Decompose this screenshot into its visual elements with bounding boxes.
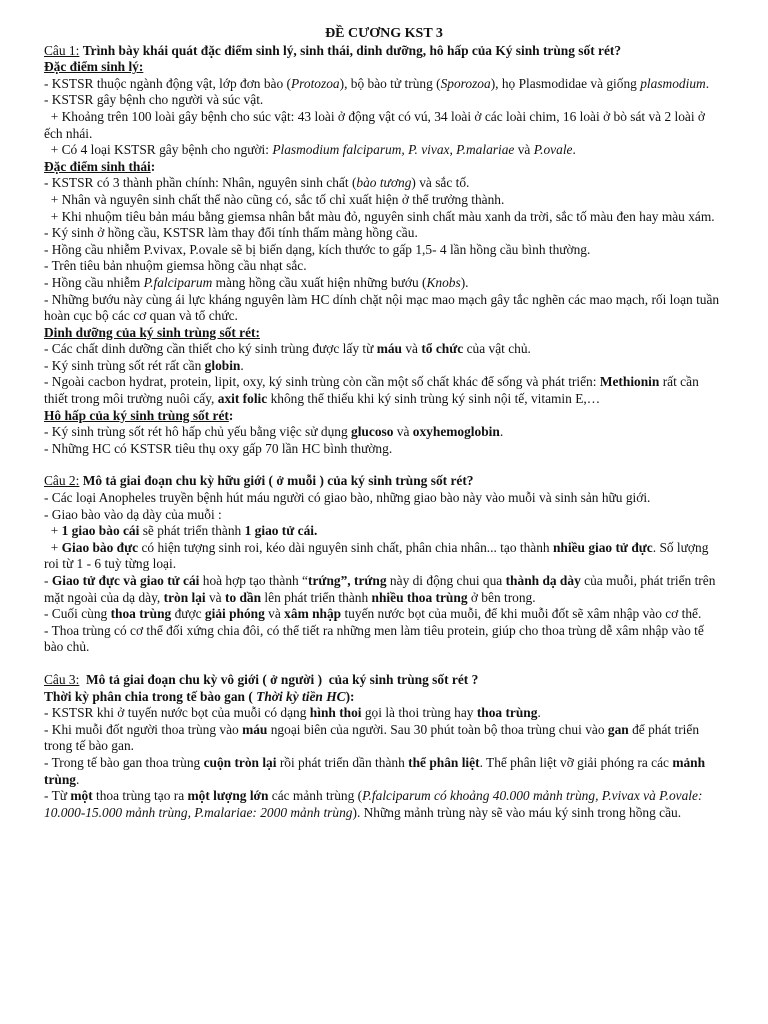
text-line: Thời kỳ phân chia trong tế bào gan ( Thời kỳ tiền HC): — [44, 688, 355, 704]
text-line: Đặc điểm sinh thái: — [44, 158, 156, 174]
text-line: - Hồng cầu nhiễm P.falciparum màng hồng cầu xuất hiện những bướu (Knobs). — [44, 274, 469, 290]
text-line: - Trong tế bào gan thoa trùng cuộn tròn lại rồi phát triển dần thành thể phân liệt. Thể phân liệt vỡ giải phóng ra các mảnh trùng. — [44, 754, 706, 787]
text-line: - Cuối cùng thoa trùng được giải phóng và xâm nhập tuyến nước bọt của muỗi, để khi muỗi đốt sẽ xâm nhập vào cơ thể. — [44, 606, 702, 622]
text-line: Câu 2: Mô tả giai đoạn chu kỳ hữu giới ( ở muỗi ) của ký sinh trùng sốt rét? — [44, 473, 474, 489]
text-line: + Giao bào đực có hiện tượng sinh roi, kéo dài nguyên sinh chất, phân chia nhân... tạo thành nhiều giao tử đực. Số lượng roi từ 1 - 6 tuỳ từng loại. — [44, 539, 709, 572]
text-line: Câu 3: Mô tả giai đoạn chu kỳ vô giới ( ở người ) của ký sinh trùng sốt rét ? — [44, 671, 479, 687]
text-line: + Có 4 loại KSTSR gây bệnh cho người: Plasmodium falciparum, P. vivax, P.malariae và P.ovale. — [44, 142, 576, 158]
paragraph-gap — [44, 656, 724, 672]
paragraph-gap — [44, 457, 724, 473]
text-line: - Hồng cầu nhiễm P.vivax, P.ovale sẽ bị biến dạng, kích thước to gấp 1,5- 4 lần hồng cầu bình thường. — [44, 241, 591, 257]
text-line: - Trên tiêu bản nhuộm giemsa hồng cầu nhạt sắc. — [44, 258, 307, 274]
text-line: - KSTSR có 3 thành phần chính: Nhân, nguyên sinh chất (bào tương) và sắc tố. — [44, 175, 470, 191]
text-line: - Những HC có KSTSR tiêu thụ oxy gấp 70 lần HC bình thường. — [44, 440, 393, 456]
text-line: Dinh dưỡng của ký sinh trùng sốt rét: — [44, 324, 260, 340]
text-line: Câu 1: Trình bày khái quát đặc điểm sinh lý, sinh thái, dinh dưỡng, hô hấp của Ký sinh trùng sốt rét? — [44, 42, 622, 58]
text-line: - Ngoài cacbon hydrat, protein, lipit, oxy, ký sinh trùng còn cần một số chất khác để sống và phát triển: Methionin rất cần thiết trong môi trường nuôi cấy, axit folic không thể thiếu khi ký sinh trùng ký sinh nội tế, vitamin E,… — [44, 374, 699, 407]
text-line: Đặc điểm sinh lý: — [44, 59, 144, 75]
text-line: - Giao bào vào dạ dày của muỗi : — [44, 506, 222, 522]
text-line: - KSTSR thuộc ngành động vật, lớp đơn bào (Protozoa), bộ bào tử trùng (Sporozoa), họ Plasmodidae và giống plasmodium. — [44, 75, 710, 91]
document-title: ĐỀ CƯƠNG KST 3 — [325, 26, 443, 41]
text-line: + 1 giao bào cái sẽ phát triển thành 1 giao tử cái. — [44, 523, 318, 539]
text-line: - Các chất dinh dưỡng cần thiết cho ký sinh trùng được lấy từ máu và tổ chức của vật chủ. — [44, 341, 531, 357]
text-line: - Các loại Anopheles truyền bệnh hút máu người có giao bào, những giao bào này vào muỗi và sinh sản hữu giới. — [44, 490, 651, 506]
text-line: + Khi nhuộm tiêu bản máu bằng giemsa nhân bắt màu đỏ, nguyên sinh chất màu xanh da trời, sắc tố màu đen hay màu xám. — [44, 208, 715, 224]
text-line: - Khi muỗi đốt người thoa trùng vào máu ngoại biên của người. Sau 30 phút toàn bộ thoa trùng chui vào gan để phát triển trong tế bào gan. — [44, 721, 700, 754]
text-line: Hô hấp của ký sinh trùng sốt rét: — [44, 407, 234, 423]
text-line: - KSTSR gây bệnh cho người và súc vật. — [44, 92, 264, 108]
text-line: - Những bướu này cùng ái lực kháng nguyên làm HC dính chặt nội mạc mao mạch gây tắc nghẽn các mao mạch, rối loạn tuần hoàn cục bộ các cơ quan và tổ chức. — [44, 291, 720, 324]
text-line: - KSTSR khi ở tuyến nước bọt của muỗi có dạng hình thoi gọi là thoi trùng hay thoa trùng. — [44, 705, 541, 721]
text-line: - Từ một thoa trùng tạo ra một lượng lớn các mảnh trùng (P.falciparum có khoảng 40.000 mảnh trùng, P.vivax và P.ovale: 10.000-15.000 mảnh trùng, P.malariae: 2000 mảnh trùng). Những mảnh trùng này sẽ vào máu ký sinh trong hồng cầu. — [44, 788, 703, 820]
text-line: + Nhân và nguyên sinh chất thể nào cũng có, sắc tố chỉ xuất hiện ở thể trưởng thành. — [44, 191, 505, 207]
text-line: - Ký sinh trùng sốt rét rất cần globin. — [44, 357, 244, 373]
text-line: - Ký sinh ở hồng cầu, KSTSR làm thay đổi tính thấm màng hồng cầu. — [44, 225, 418, 241]
document-body — [44, 43, 724, 822]
text-line: + Khoảng trên 100 loài gây bệnh cho súc vật: 43 loài ở động vật có vú, 34 loài ở các loài chim, 16 loài ở bò sát và 2 loài ở ếch nhái. — [44, 108, 705, 141]
text-line: - Ký sinh trùng sốt rét hô hấp chủ yếu bằng việc sử dụng glucoso và oxyhemoglobin. — [44, 424, 504, 440]
text-line: - Thoa trùng có cơ thể đối xứng chia đôi, có thể tiết ra những men làm tiêu protein, giúp cho thoa trùng dễ xâm nhập vào tế bào chủ. — [44, 622, 704, 655]
text-line: - Giao tử đực và giao tử cái hoà hợp tạo thành “trứng”, trứng này di động chui qua thành dạ dày của muỗi, phát triển trên mặt ngoài của dạ dày, tròn lại và to dần lên phát triển thành nhiều thoa trùng ở bên trong. — [44, 573, 716, 605]
